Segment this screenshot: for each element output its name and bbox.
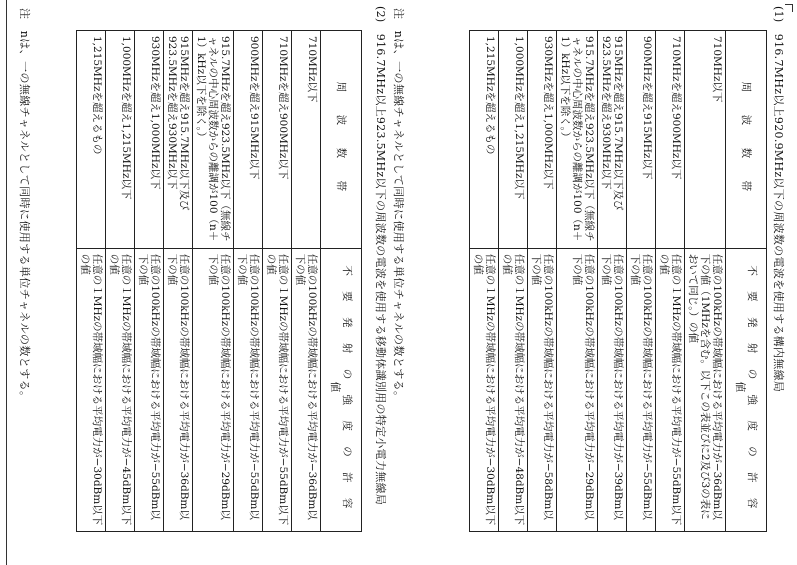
- table-row: [685, 31, 726, 532]
- limit-cell: 任意の100kHzの帯域幅における平均電力が−58dBm以下の値: [528, 248, 557, 531]
- limit-cell: 任意の100kHzの帯域幅における平均電力が−36dBm以下の値: [292, 248, 321, 531]
- limit-cell: 任意の100kHzの帯域幅における平均電力が−36dBm以下の値: [164, 248, 193, 531]
- frequency-cell: 915MHzを超え915.7MHz以下及び923.5MHzを超え930MHz以下: [164, 31, 193, 249]
- table-row: [263, 31, 292, 532]
- limit-cell: 任意の100kHzの帯域幅における平均電力が−55dBm以下の値: [135, 248, 164, 531]
- table-row: [528, 31, 557, 532]
- table-row: [193, 31, 234, 532]
- frequency-cell: 930MHzを超え1,000MHz以下: [135, 31, 164, 249]
- limit-cell: 任意の１MHzの帯域幅における平均電力が−45dBm以下の値: [106, 248, 135, 531]
- frequency-cell: 1,000MHzを超え1,215MHz以下: [499, 31, 528, 249]
- frequency-cell: 1,215MHzを超えるもの: [470, 31, 499, 249]
- section-2-title: (2) 916.7MHz以上923.5MHz以下の周波数の電波を使用する移動体識別用の特定小電力無線局: [374, 6, 387, 506]
- table-row: [106, 31, 135, 532]
- frequency-cell: 900MHzを超え915MHz以下: [234, 31, 263, 249]
- table-row: [557, 31, 598, 532]
- section-2-table: [76, 30, 362, 532]
- frequency-cell: 710MHz以下: [685, 31, 726, 249]
- table-row: [292, 31, 321, 532]
- table-row: [234, 31, 263, 532]
- frequency-cell: 915.7MHzを超え923.5MHz以下（無線チャネルの中心周波数からの離調が100（n＋1）kHz以下を除く。）: [557, 31, 598, 249]
- limit-cell: 任意の100kHzの帯域幅における平均電力が−39dBm以下の値: [598, 248, 627, 531]
- table-row: [135, 31, 164, 532]
- frequency-cell: 915MHzを超え915.7MHz以下及び923.5MHzを超え930MHz以下: [598, 31, 627, 249]
- bottom-rule: [6, 0, 7, 565]
- table-row: [77, 31, 106, 532]
- frequency-cell: 915.7MHzを超え923.5MHz以下（無線チャネルの中心周波数からの離調が100（n＋1）kHz以下を除く。）: [193, 31, 234, 249]
- limit-cell: 任意の１MHzの帯域幅における平均電力が−30dBm以下の値: [470, 248, 499, 531]
- table-row: [598, 31, 627, 532]
- frequency-header: 周 波 数 帯: [726, 31, 767, 249]
- section-1-table: [469, 30, 767, 532]
- frequency-header: 周 波 数 帯: [321, 31, 362, 249]
- limit-cell: 任意の１MHzの帯域幅における平均電力が−55dBm以下の値: [263, 248, 292, 531]
- limit-header: 不 要 発 射 の 強 度 の 許 容 値: [321, 248, 362, 531]
- section-1-note: 注 nは、一の無線チャネルとして同時に使用する単位チャネルの数とする。: [392, 8, 405, 403]
- limit-header: 不 要 発 射 の 強 度 の 許 容 値: [726, 248, 767, 531]
- table-row: [164, 31, 193, 532]
- frequency-cell: 710MHz以下: [292, 31, 321, 249]
- table-header-row: [321, 31, 362, 532]
- table-row: [470, 31, 499, 532]
- section-2-note: 注 nは、一の無線チャネルとして同時に使用する単位チャネルの数とする。: [18, 8, 31, 403]
- frequency-cell: 710MHzを超え900MHz以下: [263, 31, 292, 249]
- frequency-cell: 1,000MHzを超え1,215MHz以下: [106, 31, 135, 249]
- frequency-cell: 1,215MHzを超えるもの: [77, 31, 106, 249]
- frequency-cell: 930MHzを超え1,000MHz以下: [528, 31, 557, 249]
- table-row: [499, 31, 528, 532]
- frequency-cell: 710MHzを超え900MHz以下: [656, 31, 685, 249]
- limit-cell: 任意の１MHzの帯域幅における平均電力が−55dBm以下の値: [656, 248, 685, 531]
- table-row: [627, 31, 656, 532]
- limit-cell: 任意の１MHzの帯域幅における平均電力が−48dBm以下の値: [499, 248, 528, 531]
- limit-cell: 任意の100kHzの帯域幅における平均電力が−29dBm以下の値: [557, 248, 598, 531]
- table-row: [656, 31, 685, 532]
- limit-cell: 任意の100kHzの帯域幅における平均電力が−55dBm以下の値: [627, 248, 656, 531]
- frequency-cell: 900MHzを超え915MHz以下: [627, 31, 656, 249]
- crop-mark: [785, 4, 793, 12]
- limit-cell: 任意の１MHzの帯域幅における平均電力が−30dBm以下の値: [77, 248, 106, 531]
- table-header-row: [726, 31, 767, 532]
- limit-cell: 任意の100kHzの帯域幅における平均電力が−55dBm以下の値: [234, 248, 263, 531]
- section-1-title: (1) 916.7MHz以上920.9MHz以下の周波数の電波を使用する構内無線局: [772, 6, 785, 393]
- limit-cell: 任意の100kHzの帯域幅における平均電力が−29dBm以下の値: [193, 248, 234, 531]
- limit-cell: 任意の100kHzの帯域幅における平均電力が−36dBm以下の値（1MHzを含む。以下この表並びに2及び3の表において同じ。）の値: [685, 248, 726, 531]
